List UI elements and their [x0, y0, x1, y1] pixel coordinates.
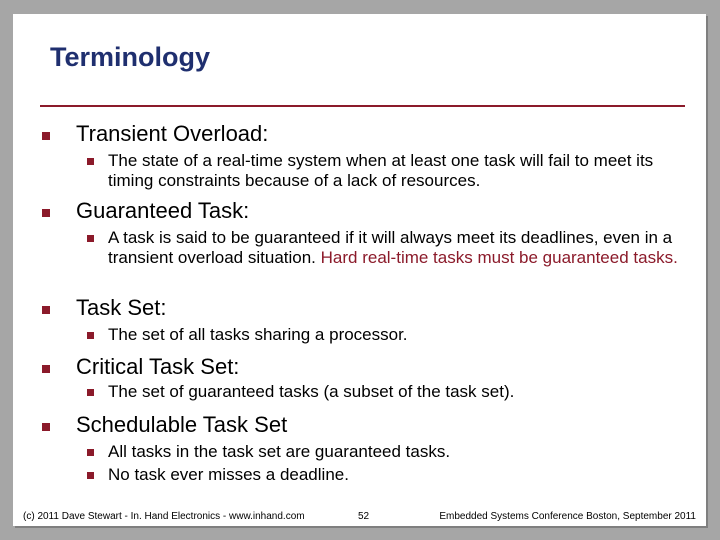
footer-page-number: 52 — [358, 511, 370, 522]
term-guaranteed-task: Guaranteed Task: — [76, 198, 250, 223]
desc-guaranteed-task-highlight: Hard real-time tasks must be guaranteed tasks. — [320, 247, 678, 267]
term-task-set: Task Set: — [76, 295, 167, 320]
term-critical-task-set: Critical Task Set: — [76, 354, 240, 379]
square-bullet-icon — [42, 306, 50, 314]
footer-copyright: (c) 2011 Dave Stewart - In. Hand Electronics - www.inhand.com — [23, 511, 305, 522]
square-bullet-icon — [42, 423, 50, 431]
square-bullet-icon — [87, 389, 94, 396]
term-schedulable-task-set: Schedulable Task Set — [76, 412, 288, 437]
desc-guaranteed-task — [108, 228, 683, 267]
desc-schedulable-task-set-1: All tasks in the task set are guaranteed tasks. — [108, 442, 451, 461]
slide-title: Terminology — [50, 42, 211, 72]
desc-task-set: The set of all tasks sharing a processor. — [108, 325, 408, 344]
square-bullet-icon — [42, 365, 50, 373]
desc-transient-overload: The state of a real-time system when at least one task will fail to meet its timing constraints because of a lack of resources. — [108, 151, 654, 190]
square-bullet-icon — [87, 332, 94, 339]
square-bullet-icon — [42, 132, 50, 140]
title-divider — [40, 105, 685, 107]
term-transient-overload: Transient Overload: — [76, 121, 269, 146]
desc-critical-task-set: The set of guaranteed tasks (a subset of the task set). — [108, 382, 515, 401]
desc-guaranteed-task-text: A task is said to be guaranteed if it will always meet its deadlines, even in a transient overload situation. — [108, 228, 673, 267]
desc-schedulable-task-set-2: No task ever misses a deadline. — [108, 465, 349, 484]
footer-conference: Embedded Systems Conference Boston, September 2011 — [439, 511, 696, 522]
square-bullet-icon — [87, 449, 94, 456]
square-bullet-icon — [87, 158, 94, 165]
square-bullet-icon — [42, 209, 50, 217]
square-bullet-icon — [87, 235, 94, 242]
slide — [13, 14, 706, 526]
square-bullet-icon — [87, 472, 94, 479]
